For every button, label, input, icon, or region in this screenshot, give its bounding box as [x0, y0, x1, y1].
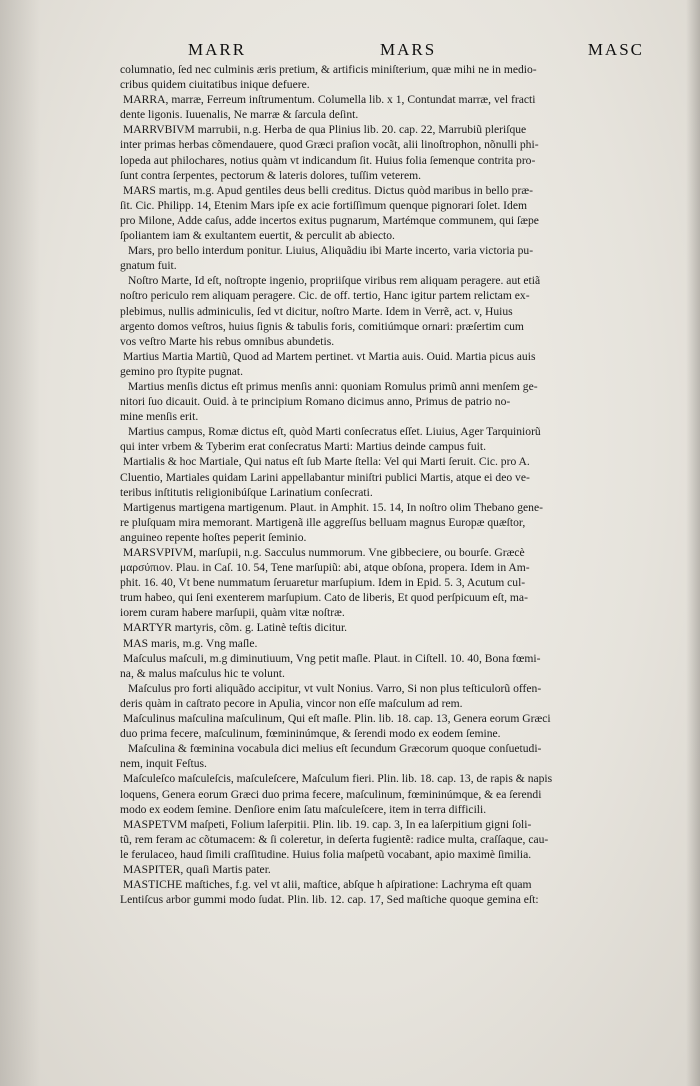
text-line: mine menſis erit. [120, 410, 199, 424]
text-line: Cluentio, Martiales quidam Larini appellabantur miniſtri publici Martis, atque ei deo ve- [120, 470, 530, 484]
text-line: modo ex eodem ſemine. Denſiore enim ſatu maſculeſcere, item in terra difficili. [120, 802, 487, 816]
text-line: MAS maris, m.g. Vng maſle. [123, 636, 258, 650]
text-line: MARRA, marræ, Ferreum inſtrumentum. Columella lib. x 1, Contundat marræ, vel fracti [123, 93, 536, 107]
text-line: argento domos veſtros, huius ſignis & tabulis foris, comitiúmque ornari: præſertim cum [120, 319, 524, 333]
text-line: plebimus, nullis adminiculis, ſed vt dicitur, noſtro Marte. Idem in Verrẽ, act. v, Huius [120, 304, 513, 318]
text-line: Martigenus martigena martigenum. Plaut. in Amphit. 15. 14, In noſtro olim Thebano gene- [123, 500, 543, 514]
text-line: Martius menſis dictus eſt primus menſis anni: quoniam Romulus primũ anni menſem ge- [128, 379, 538, 393]
text-line: phit. 16. 40, Vt bene nummatum ſeruaretur marſupium. Idem in Epid. 5. 3, Acutum cul- [120, 576, 526, 590]
text-line: vos veſtro Marte his rebus omnibus abundetis. [120, 334, 335, 348]
text-line: dente ligonis. Iuuenalis, Ne marræ & ſarcula deſint. [120, 108, 359, 122]
text-line: Noſtro Marte, Id eſt, noſtropte ingenio, propriiſque viribus rem aliquam peragere. aut etiã [128, 274, 541, 288]
text-line: teribus inſtitutis religionibúſque Larinatium conſecrati. [120, 485, 373, 499]
running-header [188, 40, 644, 62]
text-line: tũ, rem feram ac cõtumacem: & ſi coleretur, in deſerta fugientẽ: radice multa, craſſaque, cau- [120, 832, 549, 846]
text-line: trum habeo, qui ſeni exenterem marſupium. Cato de liberis, Et quod perſpicuum eſt, ma- [120, 591, 528, 605]
text-line: anguineo repente hoſtes peperit ſeminio. [120, 530, 307, 544]
text-line: Martialis & hoc Martiale, Qui natus eſt ſub Marte ſtella: Vel qui Marti ſeruit. Cic. pro A. [123, 455, 530, 469]
text-line: Lentiſcus arbor gummi modo ſudat. Plin. lib. 12. cap. 17, Sed maſtiche quoque gemina eſt: [120, 893, 539, 907]
text-line: lopeda aut philochares, notius quàm vt indicandum ſit. Huius folia ſemenque contrita pro- [120, 153, 536, 167]
text-line: μαρσύπιον. Plau. in Caſ. 10. 54, Tene marſupiũ: abi, atque obſona, propera. Idem in Am- [120, 561, 530, 575]
text-line: Maſculeſco maſculeſcis, maſculeſcere, Maſculum fieri. Plin. lib. 18. cap. 13, de rapis & napis [123, 772, 553, 786]
dictionary-text [110, 62, 655, 907]
text-line: loquens, Genera eorum Græci duo prima fecere, maſculinum, fœmininúmque, & ea ſerendi [120, 787, 542, 801]
text-line: MARRVBIVM marrubii, n.g. Herba de qua Plinius lib. 20. cap. 22, Marrubiũ pleriſque [123, 123, 527, 137]
text-line: MASTICHE maſtiches, f.g. vel vt alii, maſtice, abſque h aſpiratione: Lachryma eſt quam [123, 878, 532, 892]
text-line: Maſculinus maſculina maſculinum, Qui eſt maſle. Plin. lib. 18. cap. 13, Genera eorum Græci [123, 712, 551, 726]
page-gutter-shadow [0, 0, 40, 1086]
header-left-catchword: MARR [188, 40, 247, 59]
text-line: Maſculus pro forti aliquãdo accipitur, vt vult Nonius. Varro, Si non plus teſticulorũ offen- [128, 681, 542, 695]
text-line: nitori ſuo dicauit. Ouid. à te principium Romano dicimus anno, Primus de patrio no- [120, 395, 511, 409]
text-line: Maſculus maſculi, m.g diminutiuum, Vng petit maſle. Plaut. in Ciſtell. 10. 40, Bona fœmi- [123, 651, 541, 665]
text-line: columnatio, ſed nec culminis æris pretium, & artificis miniſterium, quæ mihi ne in medio- [120, 63, 537, 76]
text-line: noſtro periculo rem aliquam peragere. Cic. de off. tertio, Hanc igitur partem relictam ex- [120, 289, 530, 303]
text-line: pro Milone, Adde caſus, adde incertos exitus pugnarum, Martémque communem, qui ſæpe [120, 213, 539, 227]
text-line: MARTYR martyris, cõm. g. Latinè teſtis dicitur. [123, 621, 348, 635]
text-line: cribus quidem ciuitatibus inique defuere. [120, 78, 310, 92]
text-line: ſit. Cic. Philipp. 14, Etenim Mars ipſe ex acie fortiſſimum quenque pignorari ſolet. Idem [120, 198, 527, 212]
text-line: na, & malus maſculus hic te volunt. [120, 666, 285, 680]
header-right-catchword: MASC [587, 40, 644, 59]
header-center-catchword: MARS [380, 40, 437, 59]
text-line: MASPITER, quaſi Martis pater. [123, 862, 271, 876]
text-line: re pluſquam mira memorant. Martigenã ille aggreſſus belluam magnus Europæ quæſtor, [120, 515, 526, 529]
text-line: MARSVPIVM, marſupii, n.g. Sacculus nummorum. Vne gibbeciere, ou bourſe. Græcè [123, 546, 525, 559]
text-line: Martius Martia Martiũ, Quod ad Martem pertinet. vt Martia auis. Ouid. Martia picus auis [123, 349, 536, 363]
text-line: Martius campus, Romæ dictus eſt, quòd Marti conſecratus eſſet. Liuius, Ager Tarquiniorũ [128, 425, 541, 439]
text-line: gnatum fuit. [120, 259, 177, 273]
text-line: nem, inquit Feſtus. [120, 757, 207, 771]
text-line: MARS martis, m.g. Apud gentiles deus belli creditus. Dictus quòd maribus in bello præ- [123, 183, 533, 197]
text-line: ſpoliantem iam & exultantem euertit, & perculit ab abiecto. [120, 229, 395, 243]
text-line: MASPETVM maſpeti, Folium laſerpitii. Plin. lib. 19. cap. 3, In ea laſerpitium gigni ſoli- [123, 817, 532, 831]
text-line: le ferulaceo, haud ſimili craſſitudine. Huius folia maſpetũ vocabant, apio maximè ſimilia. [120, 847, 532, 861]
text-line: ſunt contra ſerpentes, pectorum & lateris dolores, tuſſim veterem. [120, 168, 422, 182]
text-line: Maſculina & fœminina vocabula dici melius eſt ſecundum Græcorum quoque conſuetudi- [128, 742, 542, 756]
text-line: qui inter vrbem & Tyberim erat conſecratus Marti: Martius deinde campus fuit. [120, 440, 487, 454]
text-line: duo prima fecere, maſculinum, fœmininúmque, & ſerendi modo ex eodem ſemine. [120, 727, 501, 741]
text-line: inter primas herbas cõmendauere, quod Græci praſion vocãt, alii linoſtrophon, nõnulli phi- [120, 138, 539, 152]
text-line: gemino pro ſtypite pugnat. [120, 364, 244, 378]
text-line: iorem curam habere marſupii, quàm vitæ noſtræ. [120, 606, 345, 620]
text-line: deris quàm in caſtrato pecore in Apulia, vincor non eſſe maſculum ad rem. [120, 696, 463, 710]
page-edge [686, 0, 700, 1086]
text-line: Mars, pro bello interdum ponitur. Liuius, Aliquãdiu ibi Marte incerto, varia victoria pu- [128, 244, 534, 258]
